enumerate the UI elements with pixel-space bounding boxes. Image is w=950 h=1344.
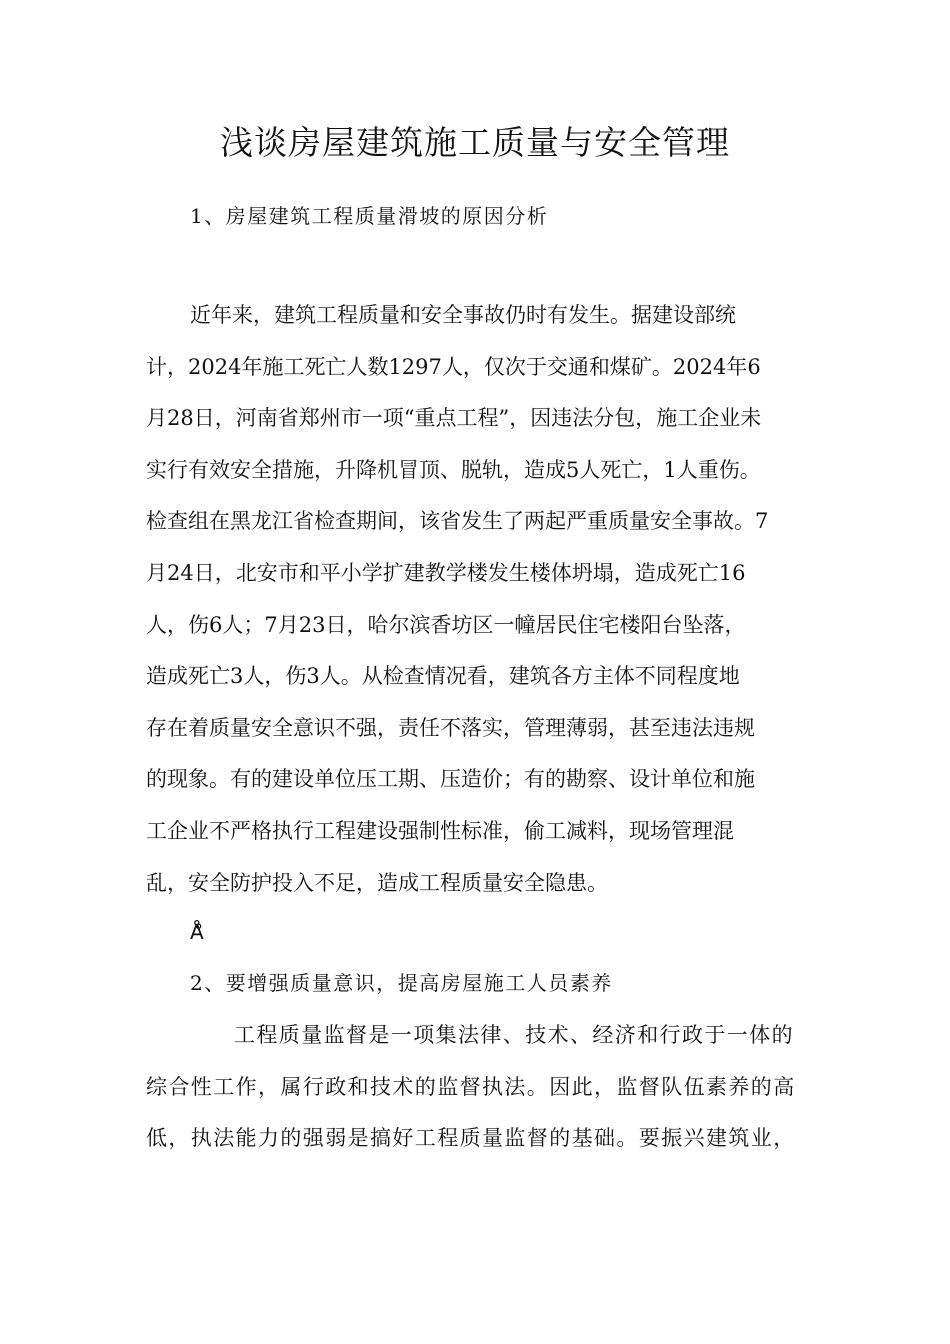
paragraph-line: 月28日，河南省郑州市一项“重点工程”，因违法分包，施工企业未: [146, 406, 762, 431]
paragraph-line: 人，伤6人；7月23日，哈尔滨香坊区一幢居民住宅楼阳台坠落，: [146, 612, 746, 637]
paragraph-line: 工企业不严格执行工程建设强制性标准，偷工减料，现场管理混: [146, 818, 734, 843]
paragraph-line: 存在着质量安全意识不强，责任不落实，管理薄弱，甚至违法违规: [146, 715, 755, 740]
paragraph-line: 计，2024年施工死亡人数1297人，仅次于交通和煤矿。2024年6: [146, 354, 761, 379]
paragraph-line: 实行有效安全措施，升降机冒顶、脱轨，造成5人死亡，1人重伤。: [146, 457, 761, 482]
paragraph-line: 低，执法能力的强弱是搞好工程质量监督的基础。要振兴建筑业，: [146, 1126, 796, 1151]
paragraph-line: 近年来，建筑工程质量和安全事故仍时有发生。据建设部统: [190, 303, 736, 327]
section-1-paragraph: [146, 290, 796, 909]
paragraph-line: 综合性工作，属行政和技术的监督执法。因此，监督队伍素养的高: [146, 1074, 796, 1099]
section-heading-2: 2、要增强质量意识，提高房屋施工人员素养: [190, 971, 613, 995]
document-title: 浅谈房屋建筑施工质量与安全管理: [220, 123, 730, 162]
paragraph-line: 乱，安全防护投入不足，造成工程质量安全隐患。: [146, 870, 608, 895]
paragraph-line: 的现象。有的建设单位压工期、压造价；有的勘察、设计单位和施: [146, 767, 755, 792]
section-2-paragraph: [146, 1010, 796, 1165]
paragraph-line: 工程质量监督是一项集法律、技术、经济和行政于一体的: [234, 1023, 794, 1047]
paragraph-line: 造成死亡3人，伤3人。从检查情况看，建筑各方主体不同程度地: [146, 664, 740, 689]
stray-glyph: Å̊: [190, 920, 204, 944]
paragraph-line: 月24日，北安市和平小学扩建教学楼发生楼体坍塌，造成死亡16: [146, 560, 746, 585]
section-heading-1: 1、房屋建筑工程质量滑坡的原因分析: [190, 204, 549, 228]
paragraph-line: 检查组在黑龙江省检查期间，该省发生了两起严重质量安全事故。7: [146, 509, 769, 534]
